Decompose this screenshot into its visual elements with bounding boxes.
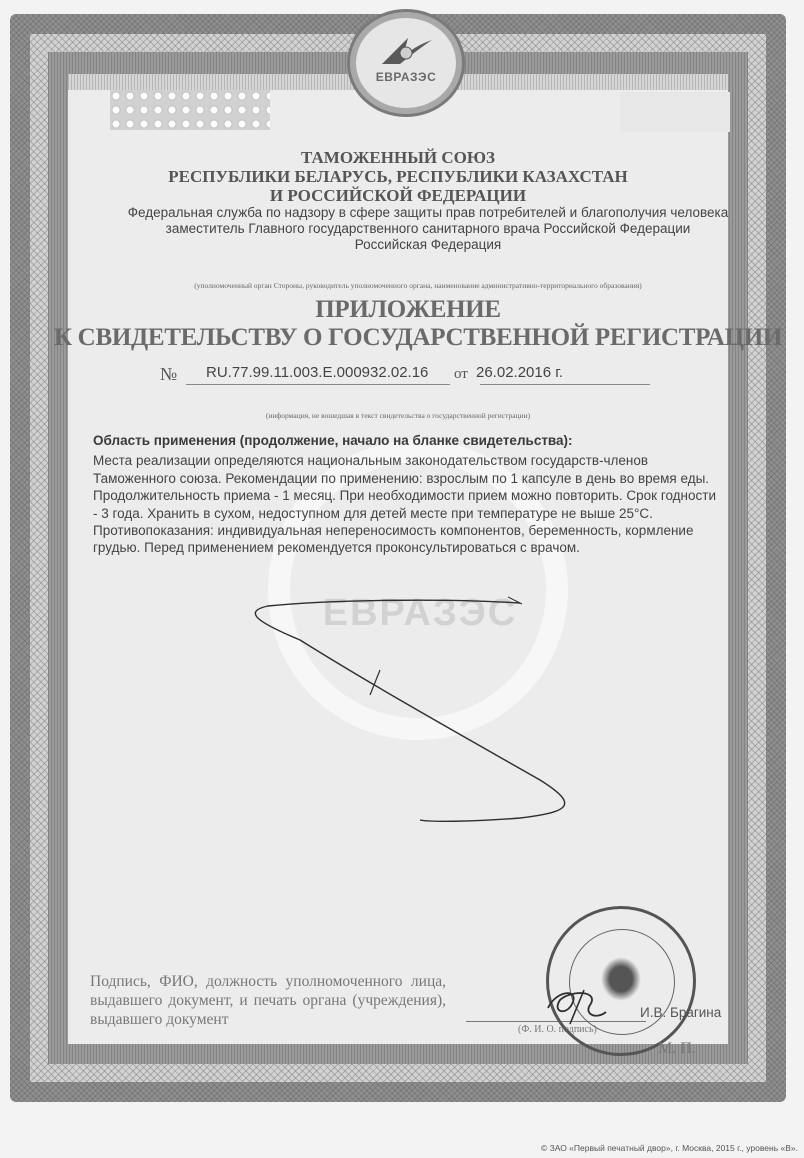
scope-line: Продолжительность приема - 1 месяц. При необходимости прием можно повторить. Срок годности xyxy=(93,488,716,504)
scope-line: грудью. Перед применением рекомендуется проконсультироваться с врачом. xyxy=(93,540,580,556)
scope-line: Таможенного союза. Рекомендации по применению: взрослым по 1 капсуле в день во время еды. xyxy=(93,470,710,486)
date-label: от xyxy=(454,366,468,382)
authority-caption: (уполномоченный орган Стороны, руководитель уполномоченного органа, наименование административно-территориального образования) xyxy=(194,281,642,290)
authority-line2: заместитель Главного государственного санитарного врача Российской Федерации xyxy=(165,221,691,236)
registration-date: 26.02.2016 г. xyxy=(476,364,564,381)
scope-title: Область применения (продолжение, начало на бланке свидетельства): xyxy=(93,433,573,448)
watermark-text: ЕВРАЗЭС xyxy=(322,592,518,634)
emblem-label: ЕВРАЗЭС xyxy=(375,70,437,84)
signature-caption: Подпись, ФИО, должность уполномоченного лица, выдавшего документ, и печать органа (учреждения), выдавшего документ xyxy=(90,973,446,1028)
union-title-line1: ТАМОЖЕННЫЙ СОЮЗ xyxy=(301,148,495,167)
number-label: № xyxy=(160,364,178,384)
scope-line: Места реализации определяются национальным законодательством государств-членов xyxy=(93,453,649,469)
document-title-line1: ПРИЛОЖЕНИЕ xyxy=(315,296,501,323)
union-title-line3: И РОССИЙСКОЙ ФЕДЕРАЦИИ xyxy=(269,186,527,205)
authority-line3: Российская Федерация xyxy=(354,237,502,252)
scope-line: - 3 года. Хранить в сухом, недоступном для детей месте при температуре не выше 25°С. xyxy=(93,505,653,521)
fio-caption: (Ф. И. О. подпись) xyxy=(518,1024,597,1035)
authority-line1: Федеральная служба по надзору в сфере защиты прав потребителей и благополучия человека xyxy=(127,205,729,220)
union-title-line2: РЕСПУБЛИКИ БЕЛАРУСЬ, РЕСПУБЛИКИ КАЗАХСТАН xyxy=(168,167,628,186)
registration-number: RU.77.99.11.003.E.000932.02.16 xyxy=(206,364,429,381)
scope-line: Противопоказания: индивидуальная непереносимость компонентов, беременность, кормление xyxy=(93,523,694,539)
info-caption: (информация, не вошедшая в текст свидетельства о государственной регистрации) xyxy=(265,411,531,420)
signer-name: И.В. Брагина xyxy=(640,1005,722,1020)
printer-imprint: © ЗАО «Первый печатный двор», г. Москва, 2015 г., уровень «В». xyxy=(540,1143,798,1153)
document-title-line2: К СВИДЕТЕЛЬСТВУ О ГОСУДАРСТВЕННОЙ РЕГИСТРАЦИИ xyxy=(53,324,783,351)
seal-place-mark: М. П. xyxy=(658,1040,696,1057)
